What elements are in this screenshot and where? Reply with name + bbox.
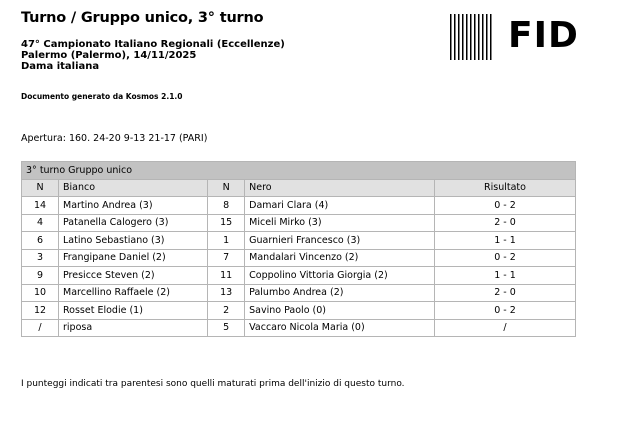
page-title: Turno / Gruppo unico, 3° turno (21, 10, 264, 26)
logo-bars-icon (450, 12, 506, 62)
black-player-cell: Miceli Mirko (3) (245, 214, 435, 232)
white-player-cell: Martino Andrea (3) (59, 197, 208, 215)
white-player-cell: Presicce Steven (2) (59, 267, 208, 285)
table-row (22, 249, 576, 267)
table-row (22, 319, 576, 337)
white-number-cell: 6 (22, 232, 59, 250)
table-header-row (22, 179, 576, 197)
white-player-cell: Rosset Elodie (1) (59, 302, 208, 320)
col-header-black-number: N (208, 179, 245, 197)
pairings-table (21, 161, 576, 337)
white-number-cell: / (22, 319, 59, 337)
table-row (22, 214, 576, 232)
black-player-cell: Vaccaro Nicola Maria (0) (245, 319, 435, 337)
black-number-cell: 13 (208, 284, 245, 302)
col-header-result: Risultato (435, 179, 576, 197)
black-player-cell: Savino Paolo (0) (245, 302, 435, 320)
white-player-cell: Marcellino Raffaele (2) (59, 284, 208, 302)
fid-logo (450, 12, 580, 62)
result-cell: 0 - 2 (435, 302, 576, 320)
black-number-cell: 1 (208, 232, 245, 250)
result-cell: 2 - 0 (435, 284, 576, 302)
white-player-cell: Latino Sebastiano (3) (59, 232, 208, 250)
col-header-black: Nero (245, 179, 435, 197)
logo-text: FID (508, 15, 579, 56)
black-number-cell: 2 (208, 302, 245, 320)
white-number-cell: 10 (22, 284, 59, 302)
event-place-date: Palermo (Palermo), 14/11/2025 (21, 50, 197, 61)
result-cell: 1 - 1 (435, 232, 576, 250)
black-player-cell: Mandalari Vincenzo (2) (245, 249, 435, 267)
black-number-cell: 7 (208, 249, 245, 267)
footnote: I punteggi indicati tra parentesi sono quelli maturati prima dell'inizio di questo turno. (21, 379, 405, 389)
table-row (22, 302, 576, 320)
col-header-white-number: N (22, 179, 59, 197)
black-number-cell: 5 (208, 319, 245, 337)
black-player-cell: Damari Clara (4) (245, 197, 435, 215)
result-cell: / (435, 319, 576, 337)
white-number-cell: 4 (22, 214, 59, 232)
result-cell: 0 - 2 (435, 249, 576, 267)
white-number-cell: 9 (22, 267, 59, 285)
black-number-cell: 11 (208, 267, 245, 285)
table-row (22, 284, 576, 302)
result-cell: 1 - 1 (435, 267, 576, 285)
white-player-cell: Frangipane Daniel (2) (59, 249, 208, 267)
generator-note: Documento generato da Kosmos 2.1.0 (21, 92, 183, 101)
black-number-cell: 15 (208, 214, 245, 232)
result-cell: 0 - 2 (435, 197, 576, 215)
result-cell: 2 - 0 (435, 214, 576, 232)
table-row (22, 197, 576, 215)
white-number-cell: 3 (22, 249, 59, 267)
table-row (22, 232, 576, 250)
table-row (22, 267, 576, 285)
white-number-cell: 12 (22, 302, 59, 320)
white-number-cell: 14 (22, 197, 59, 215)
black-player-cell: Guarnieri Francesco (3) (245, 232, 435, 250)
event-discipline: Dama italiana (21, 61, 100, 72)
table-caption: 3° turno Gruppo unico (22, 162, 576, 180)
col-header-white: Bianco (59, 179, 208, 197)
black-player-cell: Coppolino Vittoria Giorgia (2) (245, 267, 435, 285)
black-player-cell: Palumbo Andrea (2) (245, 284, 435, 302)
white-player-cell: riposa (59, 319, 208, 337)
opening-line: Apertura: 160. 24-20 9-13 21-17 (PARI) (21, 133, 208, 144)
event-name: 47° Campionato Italiano Regionali (Eccellenze) (21, 39, 285, 50)
white-player-cell: Patanella Calogero (3) (59, 214, 208, 232)
black-number-cell: 8 (208, 197, 245, 215)
